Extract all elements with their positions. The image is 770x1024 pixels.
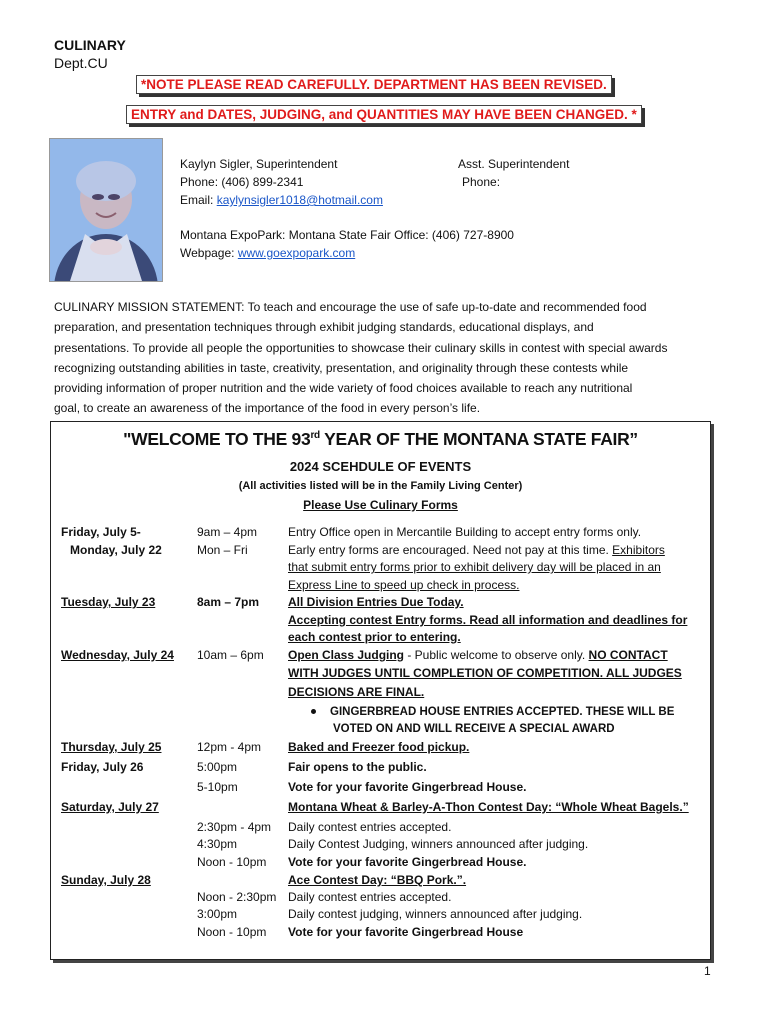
assistant-phone: Phone: (462, 175, 501, 189)
time-label: Mon – Fri (197, 543, 248, 557)
day-label: Monday, July 22 (70, 543, 162, 557)
time-label: 4:30pm (197, 837, 238, 851)
welcome-heading (51, 429, 710, 450)
event-desc: Ace Contest Day: “BBQ Pork.”. (288, 873, 467, 887)
welcome-text-end: YEAR OF THE MONTANA STATE FAIR” (319, 429, 638, 449)
event-desc: Vote for your favorite Gingerbread House. (288, 855, 527, 869)
expopark-office: Montana ExpoPark: Montana State Fair Office: (406) 727-8900 (180, 228, 514, 242)
day-label: Thursday, July 25 (61, 740, 162, 754)
time-label: 12pm - 4pm (197, 740, 262, 754)
expopark-contact (180, 226, 514, 262)
revision-notice-line1: *NOTE PLEASE READ CAREFULLY. DEPARTMENT HAS BEEN REVISED. (136, 75, 612, 94)
event-desc: Daily contest entries accepted. (288, 890, 452, 904)
day-label: Friday, July 26 (61, 760, 144, 774)
event-desc: Daily contest judging, winners announced after judging. (288, 907, 583, 921)
event-desc: Montana Wheat & Barley-A-Thon Contest Day: “Whole Wheat Bagels.” (288, 800, 689, 814)
day-label: Friday, July 5- (61, 525, 141, 539)
mission-line: goal, to create an awareness of the importance of the food in every person’s life. (54, 401, 481, 416)
event-desc-bold: NO CONTACT (588, 648, 668, 662)
event-desc-bold: Open Class Judging (288, 648, 405, 662)
schedule-title: 2024 SCEHDULE OF EVENTS (289, 459, 472, 474)
day-label: Saturday, July 27 (61, 800, 159, 814)
superintendent-photo (49, 138, 163, 282)
email-label: Email: (180, 193, 217, 207)
superintendent-email-row (180, 191, 383, 209)
time-label: Noon - 2:30pm (197, 890, 277, 904)
event-desc: Accepting contest Entry forms. Read all information and deadlines for (288, 613, 688, 627)
time-label: 3:00pm (197, 907, 238, 921)
webpage-link[interactable]: www.goexpopark.com (237, 246, 356, 260)
event-desc (288, 647, 706, 664)
department-title: CULINARY (54, 37, 126, 53)
time-label: Noon - 10pm (197, 855, 267, 869)
event-desc: Vote for your favorite Gingerbread House. (288, 780, 527, 794)
event-desc: Entry Office open in Mercantile Building to accept entry forms only. (288, 525, 642, 539)
event-desc: Daily Contest Judging, winners announced after judging. (288, 837, 589, 851)
event-desc: DECISIONS ARE FINAL. (288, 685, 425, 699)
event-desc: Baked and Freezer food pickup. (288, 740, 470, 754)
event-desc-text: - Public welcome to observe only. (404, 648, 589, 662)
event-desc: that submit entry forms prior to exhibit delivery day will be placed in an (288, 560, 661, 574)
time-label: 5:00pm (197, 760, 238, 774)
bullet-icon (311, 709, 316, 714)
superintendent-phone: Phone: (406) 899-2341 (180, 175, 304, 189)
department-code: Dept.CU (54, 55, 108, 71)
event-desc: Fair opens to the public. (288, 760, 427, 774)
mission-statement (54, 297, 719, 419)
mission-line: presentations. To provide all people the opportunities to showcase their culinary skills in contest with special awards (54, 340, 668, 355)
time-label: 9am – 4pm (197, 525, 258, 539)
event-desc-text: Early entry forms are encouraged. Need not pay at this time. (288, 543, 613, 557)
culinary-forms-note: Please Use Culinary Forms (303, 498, 458, 512)
event-desc: Vote for your favorite Gingerbread House (288, 925, 524, 939)
event-desc: Express Line to speed up check in process. (288, 578, 520, 592)
event-desc: WITH JUDGES UNTIL COMPLETION OF COMPETITION. ALL JUDGES (288, 666, 682, 680)
webpage-row (180, 244, 514, 262)
day-label: Sunday, July 28 (61, 873, 151, 887)
mission-line: preparation, and presentation techniques through exhibit judging standards, educational displays, and (54, 320, 594, 335)
event-desc: All Division Entries Due Today. (288, 595, 464, 609)
portrait-illustration (50, 139, 162, 281)
time-label: Noon - 10pm (197, 925, 267, 939)
superintendent-name: Kaylyn Sigler, Superintendent (180, 157, 338, 171)
revision-notice-line2: ENTRY and DATES, JUDGING, and QUANTITIES MAY HAVE BEEN CHANGED. * (126, 105, 642, 124)
time-label: 5-10pm (197, 780, 238, 794)
assistant-contact (458, 155, 569, 191)
day-label: Tuesday, July 23 (61, 595, 156, 609)
event-desc (288, 542, 706, 559)
event-desc: Daily contest entries accepted. (288, 820, 452, 834)
time-label: 2:30pm - 4pm (197, 820, 272, 834)
event-bullet (311, 704, 729, 721)
page-number: 1 (704, 964, 711, 978)
event-bullet-continued: VOTED ON AND WILL RECEIVE A SPECIAL AWARD (333, 723, 615, 735)
email-link[interactable]: kaylynsigler1018@hotmail.com (216, 193, 383, 207)
event-desc-underlined: Exhibitors (612, 543, 665, 557)
superintendent-contact (180, 155, 383, 209)
schedule-box (50, 421, 711, 960)
assistant-title: Asst. Superintendent (458, 157, 570, 171)
mission-line: CULINARY MISSION STATEMENT: To teach and encourage the use of safe up-to-date and recommended food (54, 300, 647, 314)
time-label: 10am – 6pm (197, 648, 264, 662)
webpage-label: Webpage: (180, 246, 238, 260)
welcome-ordinal: rd (310, 430, 320, 442)
time-label: 8am – 7pm (197, 595, 260, 609)
schedule-location-note: (All activities listed will be in the Family Living Center) (238, 480, 523, 492)
event-desc: each contest prior to entering. (288, 630, 461, 644)
mission-line: providing information of proper nutrition and the wide variety of food choices available to reach any nutritional (54, 381, 633, 396)
bullet-text: GINGERBREAD HOUSE ENTRIES ACCEPTED. THESE WILL BE (330, 706, 675, 718)
welcome-text: "WELCOME TO THE 93 (123, 429, 311, 449)
day-label: Wednesday, July 24 (61, 648, 174, 662)
mission-line: recognizing outstanding abilities in taste, creativity, presentation, and originality through these contests while (54, 360, 629, 375)
